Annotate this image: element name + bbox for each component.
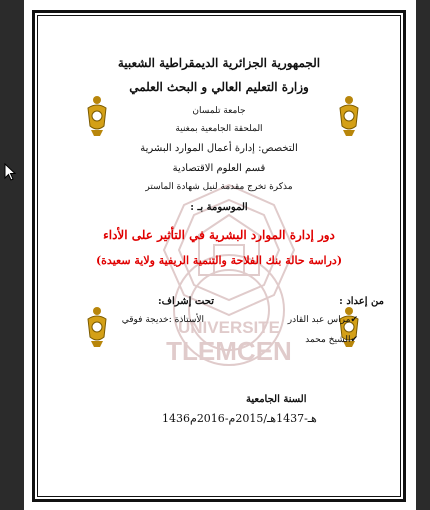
academic-years: 1436هـ-1437هـ/2015م-2016م	[162, 412, 317, 425]
mouse-pointer-icon	[4, 163, 16, 181]
student-1-name: مراس عبد القادر	[287, 315, 351, 325]
titled-label: الموسومة بـ :	[190, 202, 248, 213]
annex-name: الملحقة الجامعية بمغنية	[175, 124, 263, 134]
check-icon: ✔	[350, 315, 358, 325]
bottom-left-emblem-icon	[82, 305, 112, 349]
authors-label: من إعداد :	[339, 296, 384, 307]
memo-description: مذكرة تخرج مقدمة لنيل شهادة الماستر	[145, 182, 293, 192]
watermark-top-text: UNIVERSITE	[177, 318, 281, 337]
academic-year-label: السنة الجامعية	[246, 394, 307, 405]
university-name: جامعة تلمسان	[192, 106, 246, 116]
thesis-title-line1: دور إدارة الموارد البشرية في التأثير على الأداء	[103, 228, 335, 242]
watermark-bottom-text: TLEMCEN	[166, 336, 292, 366]
document-page	[24, 0, 416, 510]
supervisor-name: الأستاذة :خديجة فوقي	[121, 315, 204, 325]
ministry-name: وزارة التعليم العالي و البحث العلمي	[129, 80, 309, 94]
student-1	[288, 315, 358, 325]
check-icon: ✔	[350, 335, 358, 345]
department: قسم العلوم الاقتصادية	[172, 163, 266, 174]
student-2	[305, 335, 358, 345]
specialty: التخصص: إدارة أعمال الموارد البشرية	[140, 143, 298, 154]
student-2-name: الشيخ محمد	[305, 335, 351, 345]
supervisor-label: تحت إشراف:	[157, 296, 214, 307]
thesis-title-line2: (دراسة حالة بنك الفلاحة والتنمية الريفية ولاية سعيدة)	[95, 254, 343, 267]
republic-name: الجمهورية الجزائرية الديمقراطية الشعبية	[117, 56, 321, 70]
